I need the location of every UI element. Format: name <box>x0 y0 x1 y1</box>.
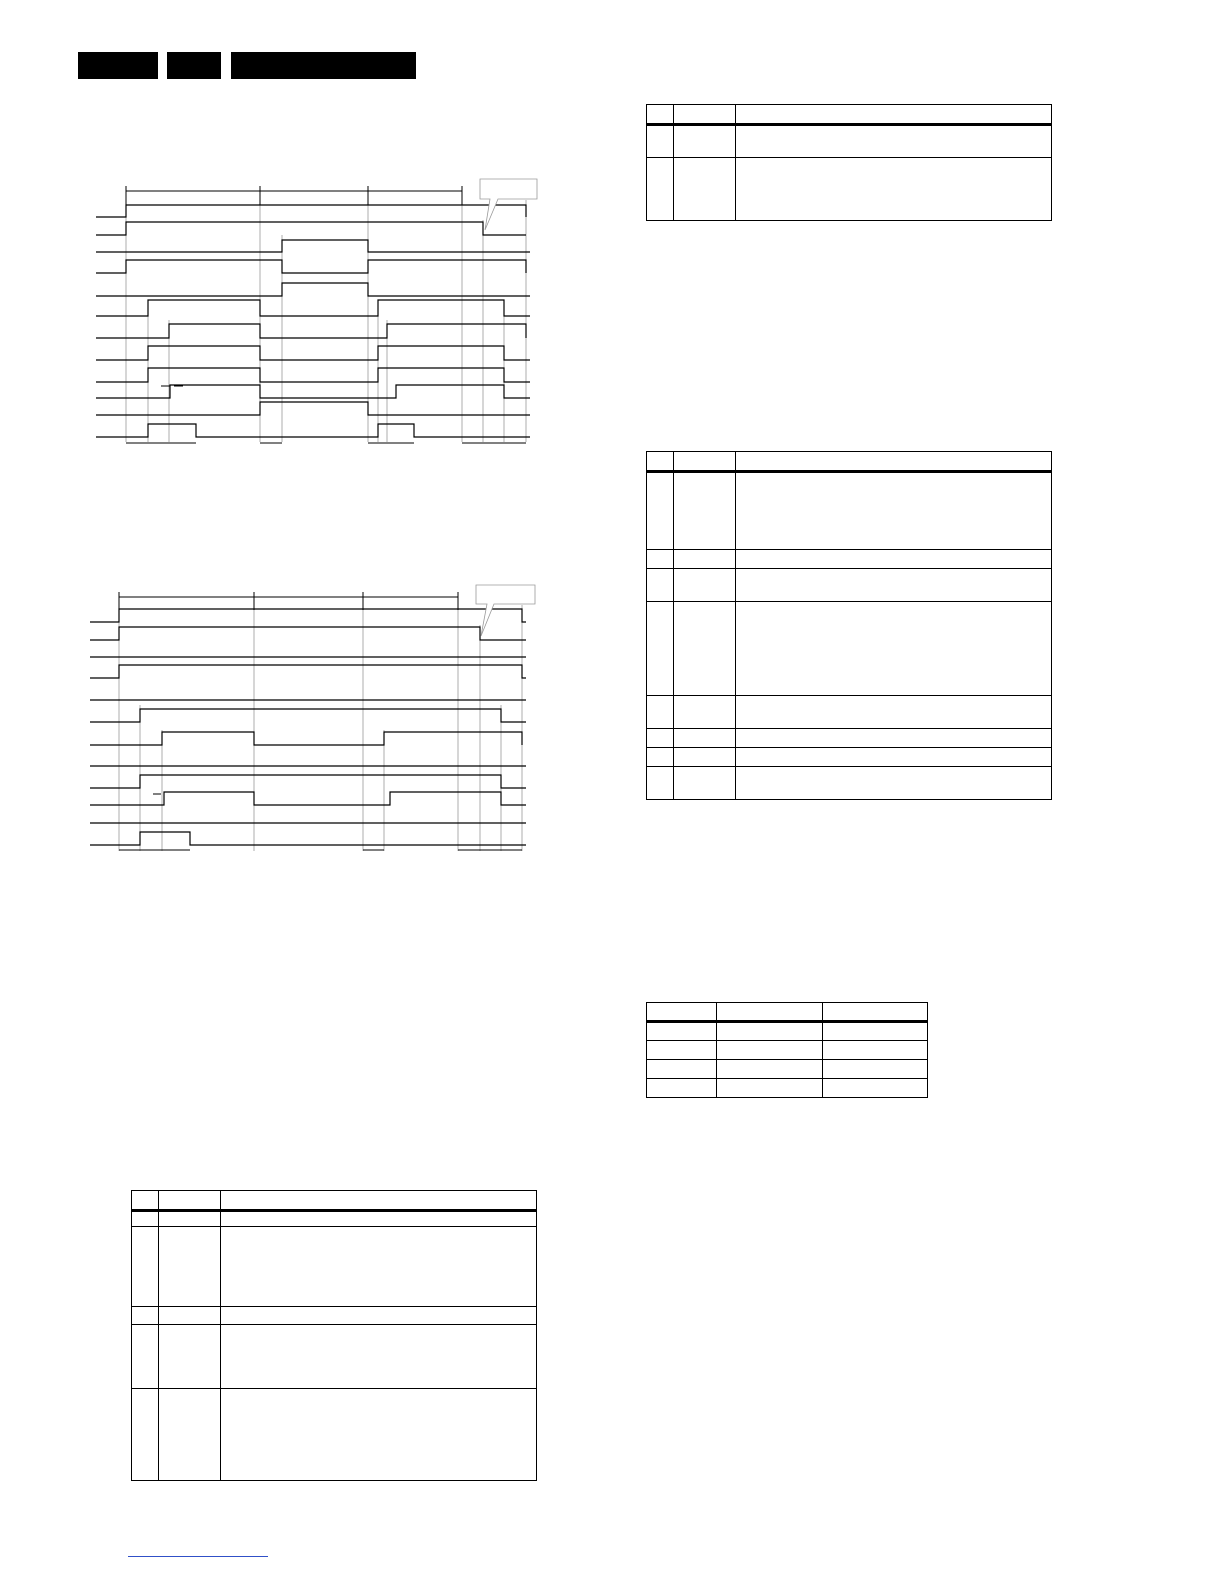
right-middle-table <box>646 451 1052 800</box>
callout-box-top <box>480 179 537 230</box>
right-bottom-table <box>646 1002 928 1098</box>
header-block-page <box>167 52 221 79</box>
right-top-table <box>646 104 1052 221</box>
header-block-model <box>78 52 158 79</box>
left-bottom-table <box>131 1190 537 1481</box>
header-block-section <box>231 52 416 79</box>
footer-link-underline[interactable] <box>128 1556 268 1557</box>
callout-box-bottom <box>476 585 535 636</box>
